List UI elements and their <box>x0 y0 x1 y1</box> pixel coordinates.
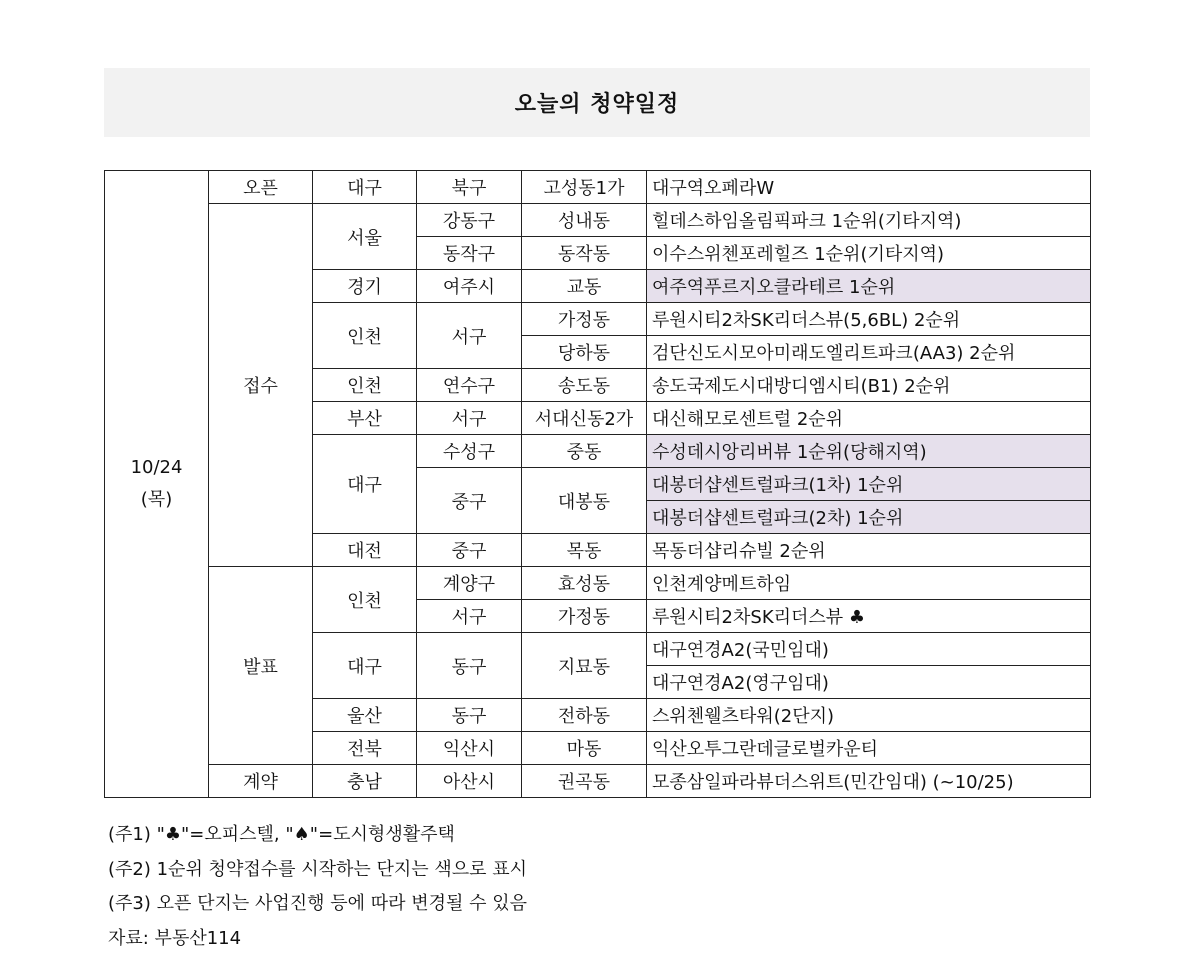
region-cell: 전북 <box>313 732 417 765</box>
page-title: 오늘의 청약일정 <box>515 87 679 118</box>
complex-cell: 대신해모로센트럴 2순위 <box>647 402 1091 435</box>
dong-cell: 가정동 <box>522 600 647 633</box>
region-cell: 서울 <box>313 204 417 270</box>
type-cell-application: 접수 <box>209 204 313 567</box>
complex-cell: 루원시티2차SK리더스뷰(5,6BL) 2순위 <box>647 303 1091 336</box>
type-cell-contract: 계약 <box>209 765 313 798</box>
district-cell: 강동구 <box>417 204 522 237</box>
district-cell: 수성구 <box>417 435 522 468</box>
district-cell: 동구 <box>417 699 522 732</box>
region-cell: 울산 <box>313 699 417 732</box>
complex-cell: 대구역오페라W <box>647 171 1091 204</box>
type-cell-open: 오픈 <box>209 171 313 204</box>
region-cell: 부산 <box>313 402 417 435</box>
complex-cell: 대구연경A2(영구임대) <box>647 666 1091 699</box>
region-cell: 인천 <box>313 303 417 369</box>
complex-cell: 모종삼일파라뷰더스위트(민간임대) (~10/25) <box>647 765 1091 798</box>
complex-cell: 인천계양메트하임 <box>647 567 1091 600</box>
region-cell: 대구 <box>313 633 417 699</box>
footnote-2: (주2) 1순위 청약접수를 시작하는 단지는 색으로 표시 <box>108 853 527 888</box>
complex-cell-highlighted: 대봉더샵센트럴파크(1차) 1순위 <box>647 468 1091 501</box>
dong-cell: 목동 <box>522 534 647 567</box>
complex-cell: 송도국제도시대방디엠시티(B1) 2순위 <box>647 369 1091 402</box>
dong-cell: 성내동 <box>522 204 647 237</box>
complex-cell: 익산오투그란데글로벌카운티 <box>647 732 1091 765</box>
dong-cell: 지묘동 <box>522 633 647 699</box>
page-title-bar <box>104 68 1090 137</box>
dong-cell: 마동 <box>522 732 647 765</box>
dong-cell: 가정동 <box>522 303 647 336</box>
type-cell-announcement: 발표 <box>209 567 313 765</box>
footnote-3: (주3) 오픈 단지는 사업진행 등에 따라 변경될 수 있음 <box>108 887 527 922</box>
district-cell: 여주시 <box>417 270 522 303</box>
complex-cell-highlighted: 여주역푸르지오클라테르 1순위 <box>647 270 1091 303</box>
district-cell: 북구 <box>417 171 522 204</box>
complex-cell-highlighted: 대봉더샵센트럴파크(2차) 1순위 <box>647 501 1091 534</box>
table-row <box>105 567 1091 600</box>
dong-cell: 대봉동 <box>522 468 647 534</box>
complex-cell-highlighted: 수성데시앙리버뷰 1순위(당해지역) <box>647 435 1091 468</box>
district-cell: 서구 <box>417 600 522 633</box>
dong-cell: 동작동 <box>522 237 647 270</box>
footnote-1: (주1) "♣"=오피스텔, "♠"=도시형생활주택 <box>108 818 527 853</box>
complex-cell: 목동더샵리슈빌 2순위 <box>647 534 1091 567</box>
complex-cell: 루원시티2차SK리더스뷰 ♣ <box>647 600 1091 633</box>
dong-cell: 중동 <box>522 435 647 468</box>
dong-cell: 교동 <box>522 270 647 303</box>
dong-cell: 효성동 <box>522 567 647 600</box>
region-cell: 대구 <box>313 435 417 534</box>
district-cell: 연수구 <box>417 369 522 402</box>
dong-cell: 권곡동 <box>522 765 647 798</box>
table-row <box>105 204 1091 237</box>
dong-cell: 전하동 <box>522 699 647 732</box>
complex-cell: 힐데스하임올림픽파크 1순위(기타지역) <box>647 204 1091 237</box>
dong-cell: 서대신동2가 <box>522 402 647 435</box>
dong-cell: 당하동 <box>522 336 647 369</box>
complex-cell: 검단신도시모아미래도엘리트파크(AA3) 2순위 <box>647 336 1091 369</box>
region-cell: 경기 <box>313 270 417 303</box>
region-cell: 대전 <box>313 534 417 567</box>
dong-cell: 송도동 <box>522 369 647 402</box>
table-row <box>105 765 1091 798</box>
region-cell: 대구 <box>313 171 417 204</box>
district-cell: 서구 <box>417 303 522 369</box>
region-cell: 인천 <box>313 567 417 633</box>
source-note: 자료: 부동산114 <box>108 922 527 956</box>
table-row <box>105 171 1091 204</box>
subscription-schedule-table <box>104 170 1091 798</box>
date-day: 10/24 <box>105 452 208 484</box>
district-cell: 동작구 <box>417 237 522 270</box>
complex-cell: 대구연경A2(국민임대) <box>647 633 1091 666</box>
region-cell: 인천 <box>313 369 417 402</box>
district-cell: 중구 <box>417 468 522 534</box>
district-cell: 익산시 <box>417 732 522 765</box>
district-cell: 서구 <box>417 402 522 435</box>
date-weekday: (목) <box>105 484 208 516</box>
footnotes <box>108 818 527 956</box>
dong-cell: 고성동1가 <box>522 171 647 204</box>
date-cell <box>105 171 209 798</box>
complex-cell: 이수스위첸포레힐즈 1순위(기타지역) <box>647 237 1091 270</box>
district-cell: 계양구 <box>417 567 522 600</box>
complex-cell: 스위첸웰츠타워(2단지) <box>647 699 1091 732</box>
region-cell: 충남 <box>313 765 417 798</box>
district-cell: 동구 <box>417 633 522 699</box>
district-cell: 중구 <box>417 534 522 567</box>
district-cell: 아산시 <box>417 765 522 798</box>
